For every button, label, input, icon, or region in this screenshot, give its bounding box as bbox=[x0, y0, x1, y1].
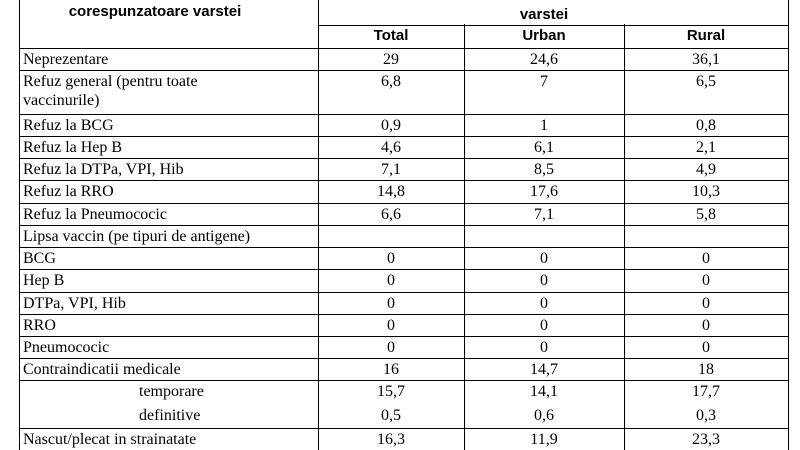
cell-urban: 0,6 bbox=[534, 407, 554, 424]
cell-rural: 17,7 bbox=[692, 383, 720, 400]
row-divider bbox=[19, 158, 789, 159]
cell-urban: 14,7 bbox=[530, 361, 558, 378]
cell-total: 16 bbox=[383, 361, 399, 378]
cell-urban: 7 bbox=[540, 73, 548, 90]
cell-total: 0,9 bbox=[381, 117, 401, 134]
row-label: BCG bbox=[23, 250, 56, 267]
row-label: RRO bbox=[23, 317, 56, 334]
row-divider bbox=[19, 428, 789, 429]
cell-total: 0,5 bbox=[381, 407, 401, 424]
row-divider bbox=[19, 314, 789, 315]
cell-total: 7,1 bbox=[381, 161, 401, 178]
cell-total: 0 bbox=[387, 317, 395, 334]
row-label: Refuz la Hep B bbox=[23, 139, 123, 156]
cell-urban: 14,1 bbox=[530, 383, 558, 400]
cell-rural: 0,8 bbox=[696, 117, 716, 134]
column-header-total: Total bbox=[373, 27, 409, 44]
header-left-title: corespunzatoare varstei bbox=[68, 3, 242, 20]
cell-rural: 36,1 bbox=[692, 51, 720, 68]
cell-total: 15,7 bbox=[377, 383, 405, 400]
cell-total: 0 bbox=[387, 295, 395, 312]
row-label: Contraindicatii medicale bbox=[23, 361, 181, 378]
row-divider bbox=[19, 48, 789, 49]
cell-rural: 0 bbox=[702, 339, 710, 356]
cell-urban: 8,5 bbox=[534, 161, 554, 178]
cell-total: 6,6 bbox=[381, 206, 401, 223]
row-divider bbox=[19, 380, 789, 381]
cell-rural: 0 bbox=[702, 317, 710, 334]
row-label: Lipsa vaccin (pe tipuri de antigene) bbox=[23, 228, 251, 245]
row-divider bbox=[19, 292, 789, 293]
cell-total: 0 bbox=[387, 272, 395, 289]
column-header-urban: Urban bbox=[522, 27, 566, 44]
cell-total: 4,6 bbox=[381, 139, 401, 156]
row-label: Refuz la Pneumococic bbox=[23, 206, 167, 223]
cell-urban: 1 bbox=[540, 117, 548, 134]
cell-urban: 0 bbox=[540, 339, 548, 356]
cell-urban: 24,6 bbox=[530, 51, 558, 68]
row-divider bbox=[19, 136, 789, 137]
cell-total: 16,3 bbox=[377, 431, 405, 448]
cell-urban: 0 bbox=[540, 295, 548, 312]
cell-total: 29 bbox=[383, 51, 399, 68]
cell-rural: 4,9 bbox=[696, 161, 716, 178]
cell-urban: 17,6 bbox=[530, 183, 558, 200]
cell-rural: 6,5 bbox=[696, 73, 716, 90]
cell-urban: 11,9 bbox=[530, 431, 558, 448]
cell-urban: 0 bbox=[540, 317, 548, 334]
row-divider bbox=[19, 70, 789, 71]
row-divider bbox=[19, 269, 789, 270]
row-label: DTPa, VPI, Hib bbox=[23, 295, 126, 312]
cell-rural: 0,3 bbox=[696, 407, 716, 424]
row-label: Refuz la DTPa, VPI, Hib bbox=[23, 161, 184, 178]
cell-rural: 0 bbox=[702, 250, 710, 267]
header-divider bbox=[318, 25, 789, 26]
cell-urban: 7,1 bbox=[534, 206, 554, 223]
row-divider bbox=[19, 247, 789, 248]
header-group-title: varstei bbox=[519, 6, 569, 23]
cell-rural: 23,3 bbox=[692, 431, 720, 448]
cell-rural: 10,3 bbox=[692, 183, 720, 200]
row-label: Neprezentare bbox=[23, 51, 109, 68]
row-label: Pneumococic bbox=[23, 339, 110, 356]
row-divider bbox=[19, 203, 789, 204]
row-divider bbox=[19, 358, 789, 359]
cell-rural: 2,1 bbox=[696, 139, 716, 156]
row-divider bbox=[19, 114, 789, 115]
row-label: Refuz general (pentru toate vaccinurile) bbox=[23, 73, 198, 109]
cell-rural: 18 bbox=[698, 361, 714, 378]
cell-total: 0 bbox=[387, 339, 395, 356]
cell-total: 0 bbox=[387, 250, 395, 267]
row-label: Refuz la RRO bbox=[23, 183, 114, 200]
row-label: temporare bbox=[139, 383, 204, 400]
cell-urban: 0 bbox=[540, 250, 548, 267]
row-label: Hep B bbox=[23, 272, 65, 289]
cell-total: 6,8 bbox=[381, 73, 401, 90]
row-divider bbox=[19, 180, 789, 181]
cell-urban: 0 bbox=[540, 272, 548, 289]
row-divider bbox=[19, 336, 789, 337]
cell-total: 14,8 bbox=[377, 183, 405, 200]
row-divider bbox=[19, 225, 789, 226]
row-label: Nascut/plecat in strainatate bbox=[23, 431, 197, 448]
cell-rural: 5,8 bbox=[696, 206, 716, 223]
column-header-rural: Rural bbox=[686, 27, 726, 44]
cell-urban: 6,1 bbox=[534, 139, 554, 156]
cell-rural: 0 bbox=[702, 295, 710, 312]
cell-rural: 0 bbox=[702, 272, 710, 289]
row-label: Refuz la BCG bbox=[23, 117, 114, 134]
row-label: definitive bbox=[139, 407, 201, 424]
